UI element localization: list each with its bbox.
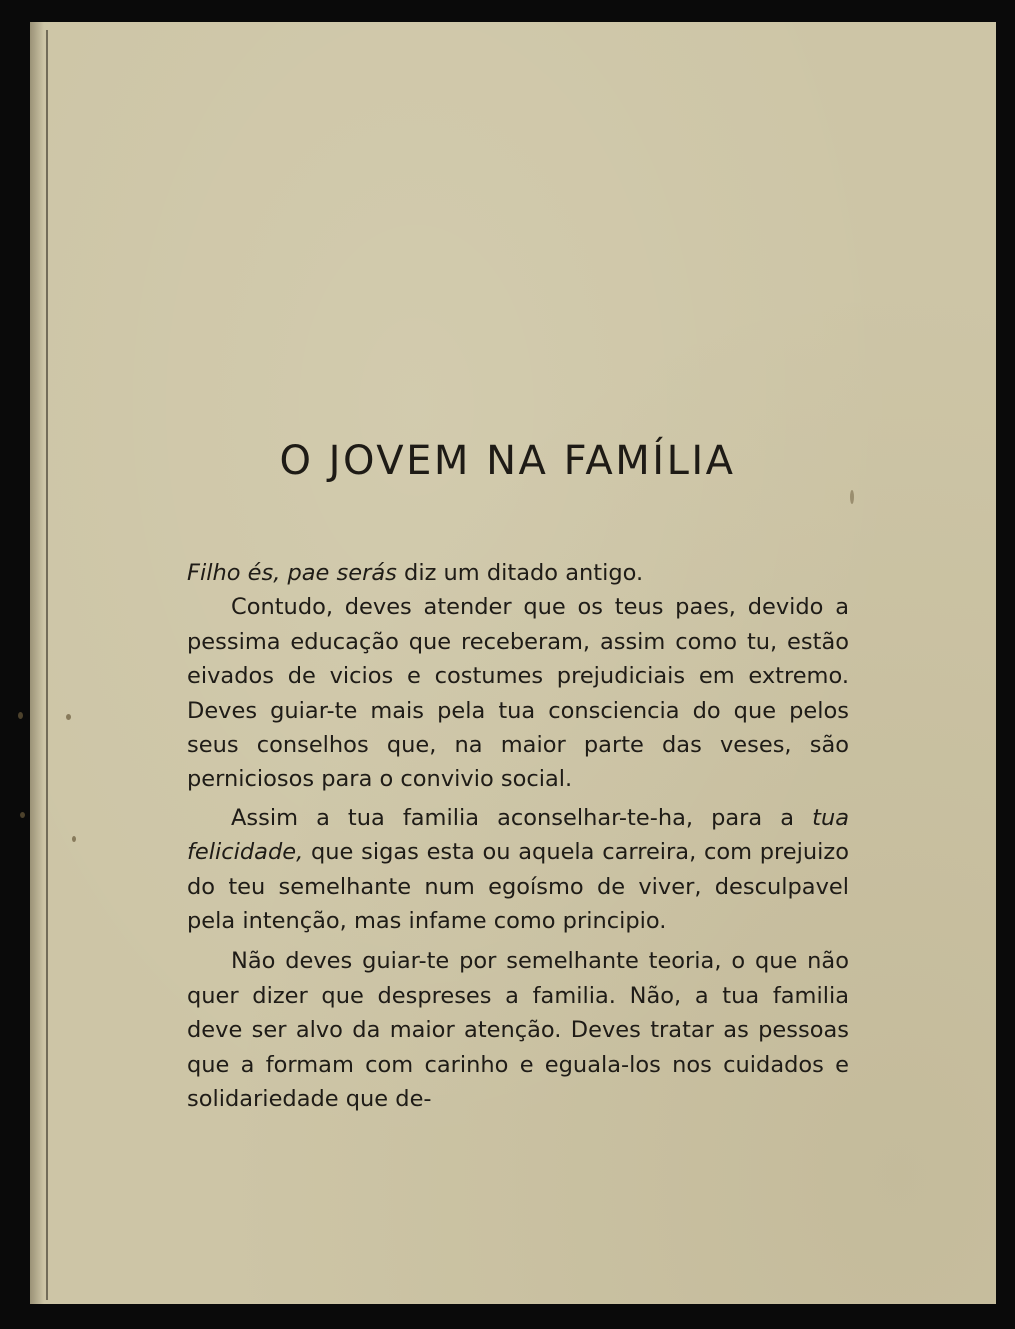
ink-speck bbox=[66, 714, 71, 720]
paragraph-4-text: Não deves guiar-te por semelhante teoria, o que não quer dizer que despreses a familia. Não, a tua familia deve ser alvo da maior atenção. Deves tratar as pessoas que a formam com carinho e eguala-los nos cuidados e solidariedade que de- bbox=[187, 948, 849, 1113]
paragraph-3-lead: Assim a tua familia aconselhar-te-ha, para a bbox=[231, 804, 813, 831]
paragraph-2-text: Contudo, deves atender que os teus paes, devido a pessima educação que receberam, assim como tu, estão eivados de vicios e costumes prejudiciais em extremo. Deves guiar-te mais pela tua consciencia do que pelos seus conselhos que, na maior parte das veses, são perniciosos para o convivio social. bbox=[187, 594, 849, 793]
page-binding-shadow bbox=[30, 22, 44, 1304]
emphasis-italic: tua felicidade, bbox=[187, 804, 849, 866]
page-binding-line bbox=[46, 30, 48, 1300]
ink-speck bbox=[18, 712, 23, 719]
paragraph-1-text: diz um ditado antigo. bbox=[396, 560, 644, 586]
paragraph-4 bbox=[187, 944, 849, 1116]
ink-speck bbox=[20, 812, 25, 818]
paragraph-3 bbox=[187, 801, 849, 939]
chapter-body bbox=[187, 556, 849, 1117]
proverb-italic: Filho és, pae serás bbox=[187, 560, 397, 586]
ink-speck bbox=[72, 836, 76, 842]
chapter-title: O JOVEM NA FAMÍLIA bbox=[279, 438, 736, 484]
paragraph-2 bbox=[187, 590, 849, 796]
ink-speck bbox=[850, 490, 854, 504]
paragraph-3-text: que sigas esta ou aquela carreira, com prejuizo do teu semelhante num egoísmo de viver, desculpavel pela intenção, mas infame como principio. bbox=[187, 839, 849, 935]
paragraph-1 bbox=[187, 556, 849, 590]
